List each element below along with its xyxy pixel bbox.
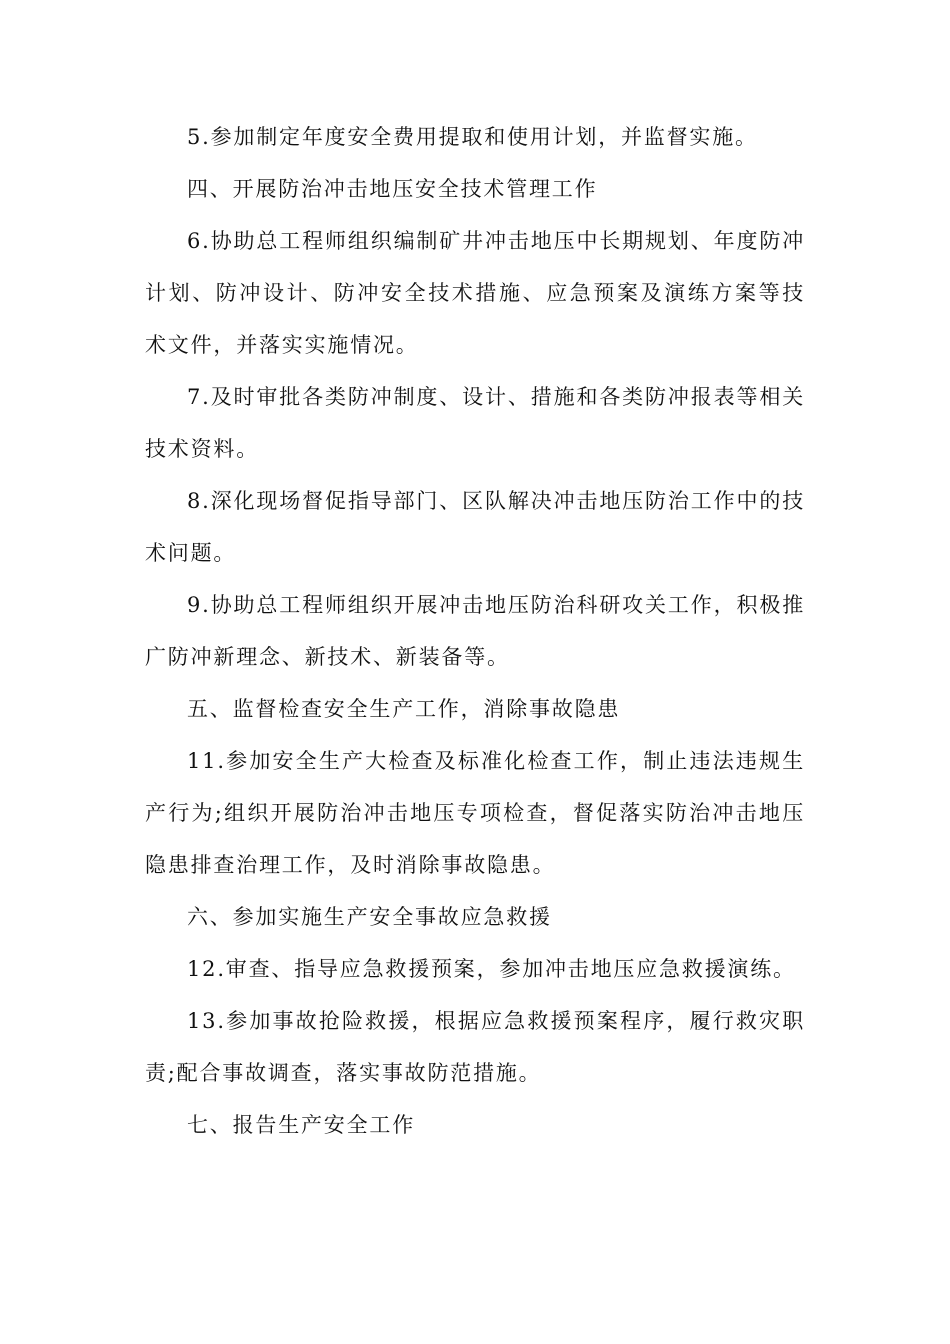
- paragraph-item-6: 6.协助总工程师组织编制矿井冲击地压中长期规划、年度防冲计划、防冲设计、防冲安全技术措施、应急预案及演练方案等技术文件，并落实实施情况。: [145, 229, 805, 357]
- paragraph-item-9: 9.协助总工程师组织开展冲击地压防治科研攻关工作，积极推广防冲新理念、新技术、新装备等。: [145, 593, 805, 669]
- paragraph-item-5: 5.参加制定年度安全费用提取和使用计划，并监督实施。: [187, 125, 758, 149]
- section-heading-4: 四、开展防治冲击地压安全技术管理工作: [187, 177, 598, 201]
- paragraph-item-12: 12.审查、指导应急救援预案，参加冲击地压应急救援演练。: [187, 957, 796, 981]
- section-heading-7: 七、报告生产安全工作: [187, 1113, 415, 1137]
- paragraph-item-7: 7.及时审批各类防冲制度、设计、措施和各类防冲报表等相关技术资料。: [145, 385, 805, 461]
- paragraph-item-11: 11.参加安全生产大检查及标准化检查工作，制止违法违规生产行为;组织开展防治冲击地压专项检查，督促落实防治冲击地压隐患排查治理工作，及时消除事故隐患。: [145, 749, 805, 877]
- section-heading-6: 六、参加实施生产安全事故应急救援: [187, 905, 552, 929]
- paragraph-item-8: 8.深化现场督促指导部门、区队解决冲击地压防治工作中的技术问题。: [145, 489, 805, 565]
- paragraph-item-13: 13.参加事故抢险救援，根据应急救援预案程序，履行救灾职责;配合事故调查，落实事故防范措施。: [145, 1009, 805, 1085]
- section-heading-5: 五、监督检查安全生产工作，消除事故隐患: [187, 697, 621, 721]
- document-body: [145, 111, 805, 1151]
